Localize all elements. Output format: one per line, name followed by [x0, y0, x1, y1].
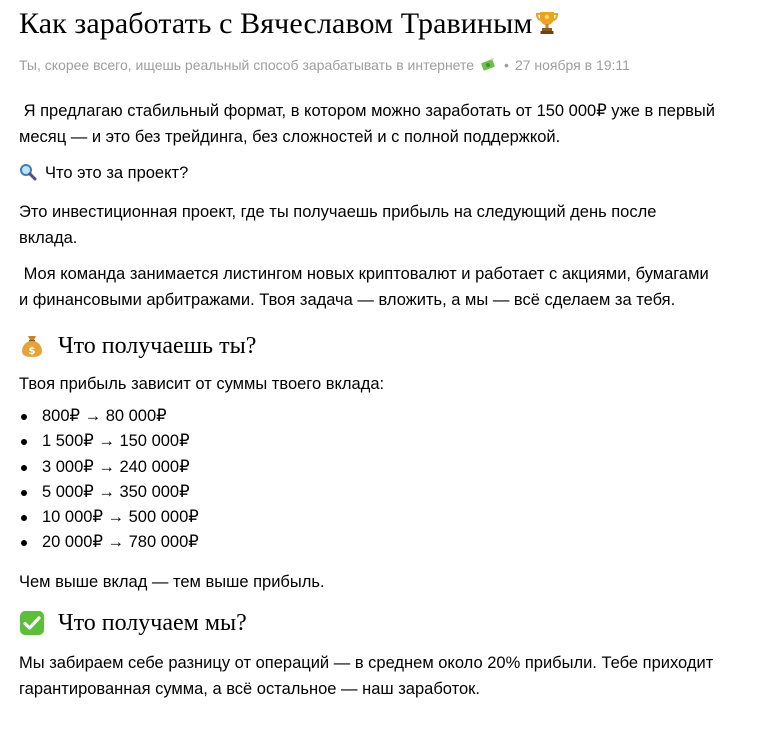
article-date: 27 ноября в 19:11 — [514, 57, 630, 73]
article-meta — [19, 56, 719, 77]
trophy-icon — [535, 7, 559, 45]
magnifier-icon — [19, 163, 37, 189]
article-title-text: Как заработать с Вячеславом Травиным — [19, 7, 533, 40]
project-description: Это инвестиционная проект, где ты получаешь прибыль на следующий день после вклада. — [19, 203, 657, 247]
question-paragraph — [19, 160, 719, 189]
check-mark-button-icon — [19, 610, 45, 636]
section-heading-you — [19, 330, 719, 362]
profit-conclusion: Чем выше вклад — тем выше прибыль. — [19, 572, 325, 591]
question-text: Что это за проект? — [45, 164, 189, 182]
profit-tiers-list — [19, 404, 719, 556]
team-description: Моя команда занимается листингом новых криптовалют и работает с акциями, бумагами и финансовыми арбитражами. Твоя задача — вложить, а мы — всё сделаем за тебя. — [19, 265, 709, 309]
article-title — [19, 5, 719, 45]
money-bag-icon — [19, 333, 45, 359]
svg-text:$: $ — [28, 346, 36, 357]
list-item: 5 000₽ → 350 000₽ — [19, 480, 719, 505]
our-share-paragraph: Мы забираем себе разницу от операций — в среднем около 20% прибыли. Тебе приходит гарантированная сумма, а всё остальное — наш заработок. — [19, 653, 714, 698]
list-item: 10 000₽ → 500 000₽ — [19, 505, 719, 530]
article — [0, 5, 719, 702]
section-heading-we — [19, 607, 719, 639]
section-heading-we-text: Что получаем мы? — [58, 609, 247, 636]
list-item: 1 500₽ → 150 000₽ — [19, 429, 719, 454]
section-heading-you-text: Что получаешь ты? — [58, 333, 257, 359]
meta-separator: • — [504, 57, 509, 73]
intro-paragraph: Я предлагаю стабильный формат, в котором можно заработать от 150 000₽ уже в первый месяц — и это без трейдинга, без сложностей и с полной поддержкой. — [19, 102, 716, 146]
money-with-wings-icon — [480, 57, 496, 77]
list-item: 800₽ → 80 000₽ — [19, 404, 719, 429]
list-item: 3 000₽ → 240 000₽ — [19, 455, 719, 480]
list-item: 20 000₽ → 780 000₽ — [19, 530, 719, 555]
profit-intro: Твоя прибыль зависит от суммы твоего вклада: — [19, 375, 385, 393]
article-subtitle: Ты, скорее всего, ищешь реальный способ зарабатывать в интернете — [19, 57, 475, 73]
